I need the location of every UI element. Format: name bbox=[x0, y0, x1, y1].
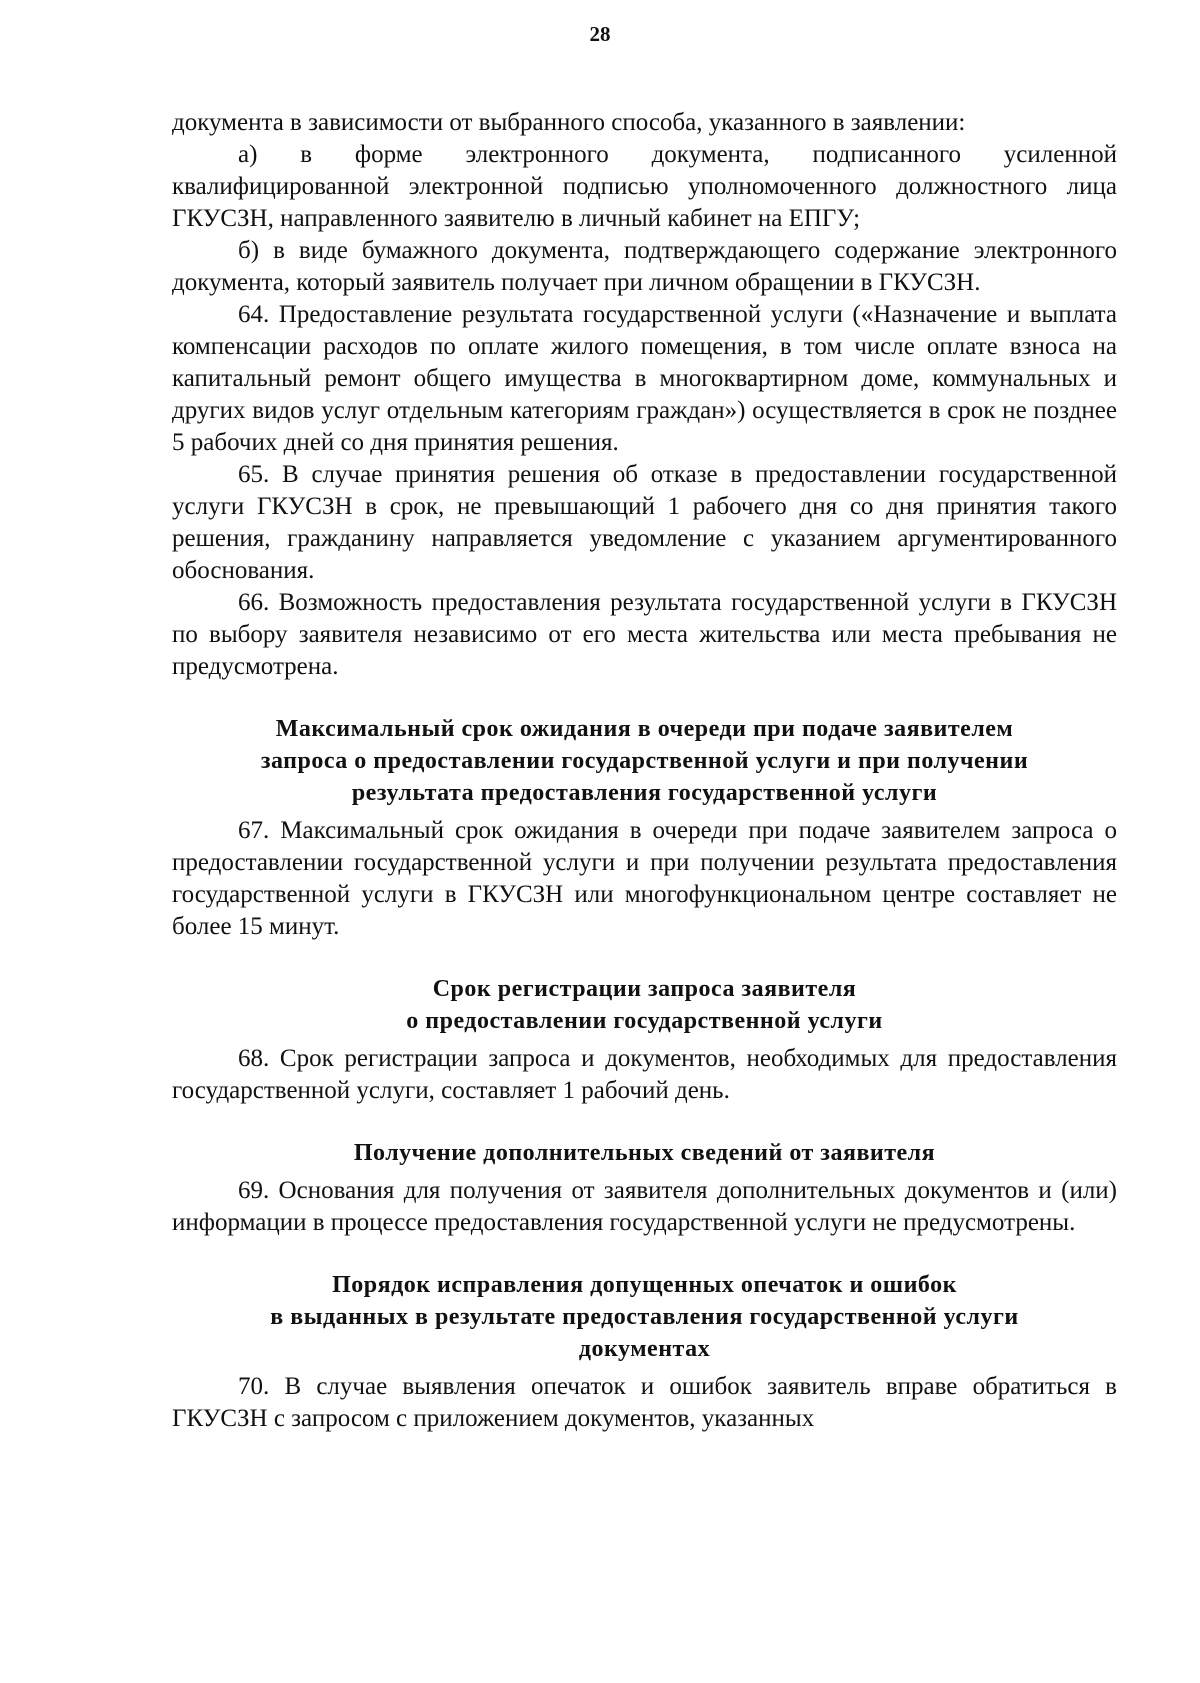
paragraph: а) в форме электронного документа, подписанного усиленной квалифицированной электронной подписью уполномоченного должностного лица ГКУСЗН, направленного заявителю в личный кабинет на ЕПГУ; bbox=[172, 141, 1117, 232]
section-heading-line: результата предоставления государственной услуги bbox=[351, 780, 938, 806]
section-spacer bbox=[172, 683, 1117, 713]
section-heading-line: о предоставлении государственной услуги bbox=[406, 1008, 883, 1034]
paragraph: 70. В случае выявления опечаток и ошибок заявитель вправе обратиться в ГКУСЗН с запросом с приложением документов, указанных bbox=[172, 1373, 1117, 1432]
section-heading-line: Порядок исправления допущенных опечаток и ошибок bbox=[332, 1272, 957, 1298]
section-spacer bbox=[172, 1239, 1117, 1269]
page-number: 28 bbox=[589, 22, 611, 46]
paragraph: 68. Срок регистрации запроса и документов, необходимых для предоставления государственной услуги, составляет 1 рабочий день. bbox=[172, 1045, 1117, 1104]
paragraph: 64. Предоставление результата государственной услуги («Назначение и выплата компенсации расходов по оплате жилого помещения, в том числе оплате взноса на капитальный ремонт общего имущества в многоквартирном доме, коммунальных и других видов услуг отдельным категориям граждан») осуществляется в срок не позднее 5 рабочих дней со дня принятия решения. bbox=[172, 301, 1117, 456]
section-heading bbox=[172, 1269, 1117, 1365]
section-heading-line: Получение дополнительных сведений от заявителя bbox=[353, 1140, 936, 1166]
section-spacer bbox=[172, 1107, 1117, 1137]
section-heading bbox=[172, 973, 1117, 1037]
section-heading bbox=[172, 1137, 1117, 1169]
section-heading bbox=[172, 713, 1117, 809]
document-body bbox=[172, 107, 1117, 1435]
paragraph: 65. В случае принятия решения об отказе в предоставлении государственной услуги ГКУСЗН в срок, не превышающий 1 рабочего дня со дня принятия такого решения, гражданину направляется уведомление с указанием аргументированного обоснования. bbox=[172, 461, 1117, 584]
paragraph: 69. Основания для получения от заявителя дополнительных документов и (или) информации в процессе предоставления государственной услуги не предусмотрены. bbox=[172, 1177, 1117, 1236]
section-heading-line: документах bbox=[578, 1336, 711, 1362]
paragraph: 66. Возможность предоставления результата государственной услуги в ГКУСЗН по выбору заявителя независимо от его места жительства или места пребывания не предусмотрена. bbox=[172, 589, 1117, 680]
section-heading-line: запроса о предоставлении государственной услуги и при получении bbox=[260, 748, 1029, 774]
section-heading-line: Срок регистрации запроса заявителя bbox=[432, 976, 857, 1002]
section-heading-line: в выданных в результате предоставления государственной услуги bbox=[270, 1304, 1019, 1330]
paragraph: б) в виде бумажного документа, подтверждающего содержание электронного документа, который заявитель получает при личном обращении в ГКУСЗН. bbox=[172, 237, 1117, 296]
paragraph: документа в зависимости от выбранного способа, указанного в заявлении: bbox=[172, 109, 966, 136]
section-spacer bbox=[172, 943, 1117, 973]
paragraph: 67. Максимальный срок ожидания в очереди при подаче заявителем запроса о предоставлении государственной услуги и при получении результата предоставления государственной услуги в ГКУСЗН или многофункциональном центре составляет не более 15 минут. bbox=[172, 817, 1117, 940]
section-heading-line: Максимальный срок ожидания в очереди при подаче заявителем bbox=[275, 716, 1014, 742]
